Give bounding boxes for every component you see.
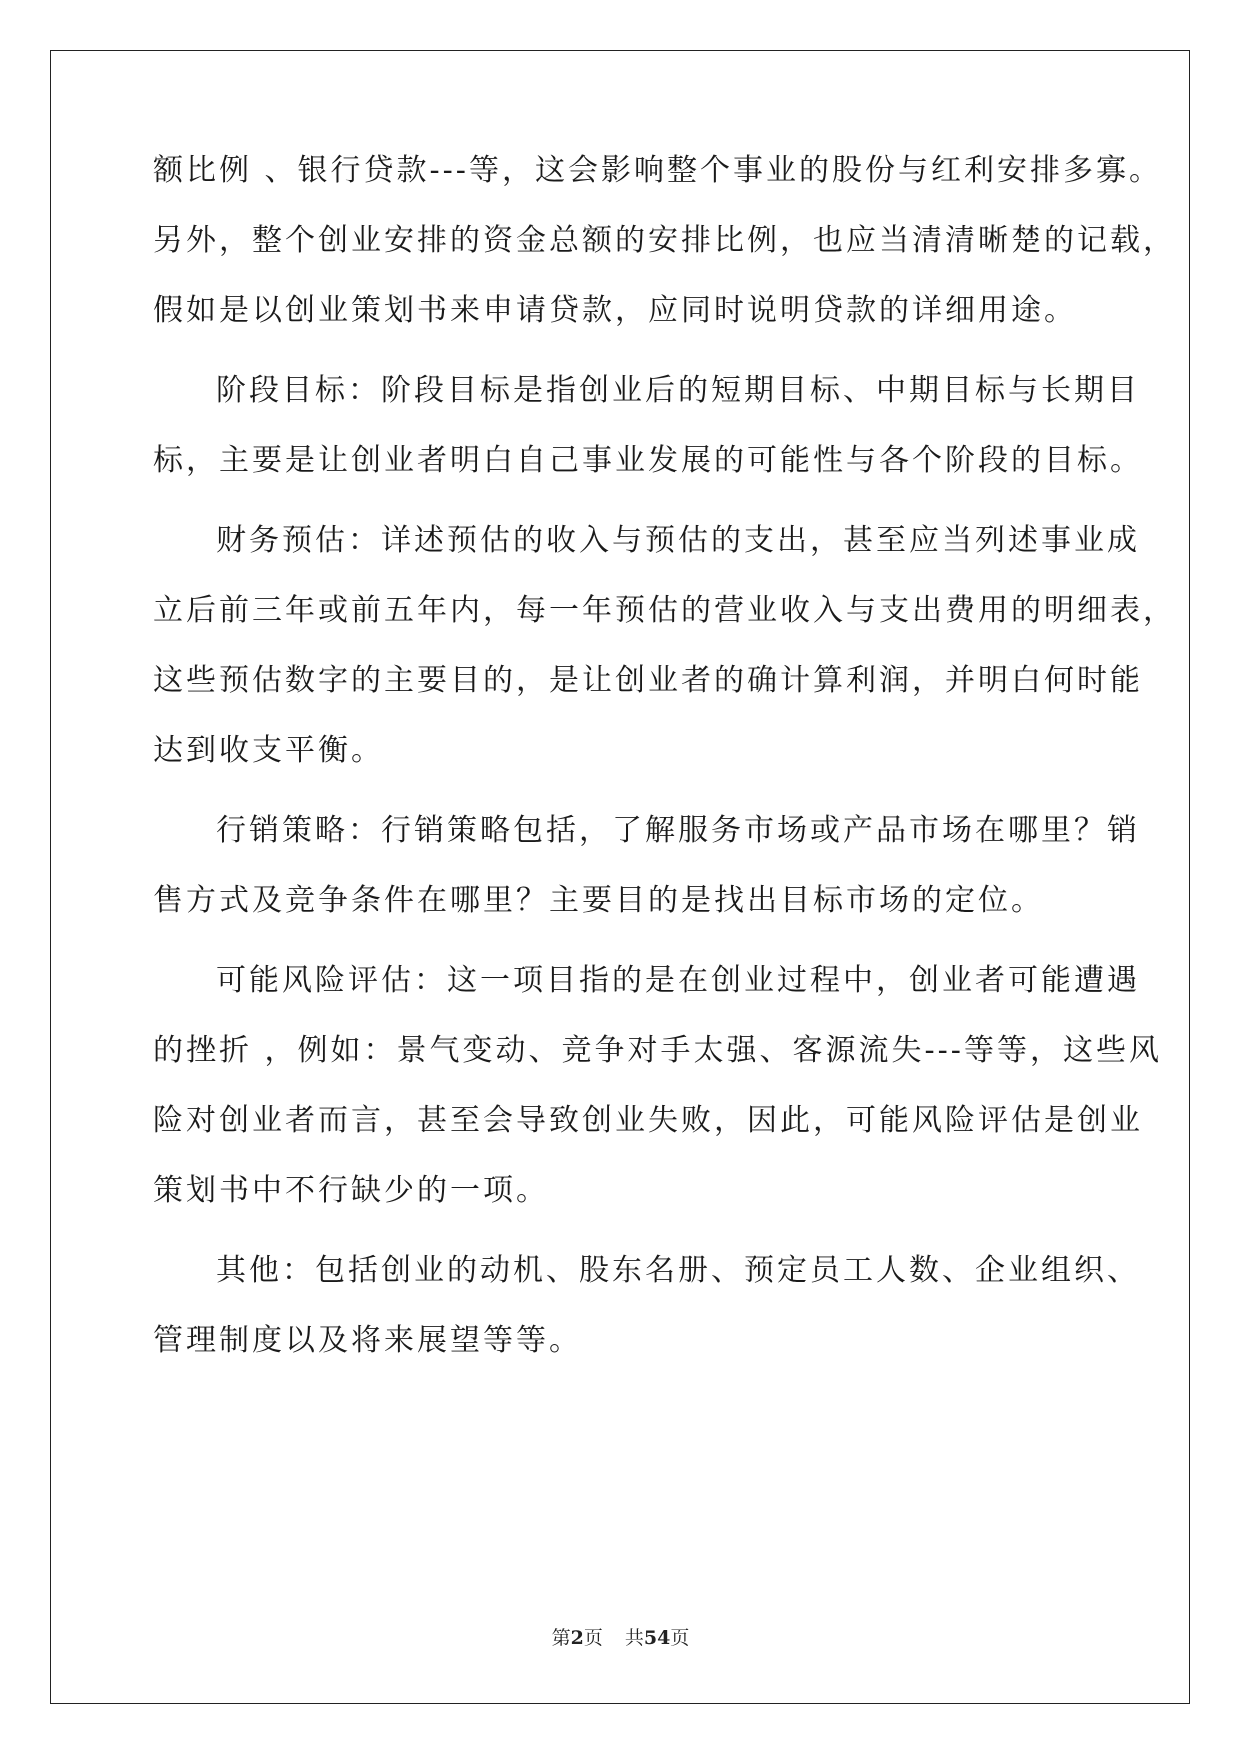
paragraph-heading-line: 可能风险评估：这一项目指的是在创业过程中，创业者可能遭遇 (216, 963, 1140, 998)
paragraph-heading-line: 行销策略：行销策略包括，了解服务市场或产品市场在哪里？销 (216, 813, 1140, 848)
paragraph-heading-line: 财务预估：详述预估的收入与预估的支出，甚至应当列述事业成 (216, 523, 1140, 558)
paragraph-heading-line: 阶段目标：阶段目标是指创业后的短期目标、中期目标与长期目 (216, 373, 1140, 408)
text-line: 假如是以创业策划书来申请贷款，应同时说明贷款的详细用途。 (153, 293, 1077, 328)
page-footer (0, 1626, 1241, 1650)
text-line: 这些预估数字的主要目的，是让创业者的确计算利润，并明白何时能 (153, 663, 1143, 698)
text-line: 额比例 、银行贷款---等，这会影响整个事业的股份与红利安排多寡。 (153, 153, 1162, 188)
text-line: 策划书中不行缺少的一项。 (153, 1173, 549, 1208)
total-unit: 页 (670, 1627, 690, 1649)
text-line: 另外，整个创业安排的资金总额的安排比例，也应当清清晰楚的记载， (153, 223, 1176, 258)
text-line: 售方式及竞争条件在哪里？主要目的是找出目标市场的定位。 (153, 883, 1044, 918)
page-number: 2 (570, 1627, 584, 1649)
text-line: 管理制度以及将来展望等等。 (153, 1323, 582, 1358)
text-line: 的挫折 ，例如：景气变动、竞争对手太强、客源流失---等等，这些风 (153, 1033, 1162, 1068)
text-line: 立后前三年或前五年内，每一年预估的营业收入与支出费用的明细表， (153, 593, 1176, 628)
page-prefix: 第 (551, 1627, 571, 1649)
page-total: 54 (643, 1627, 671, 1649)
total-prefix: 共 (624, 1627, 644, 1649)
page-unit: 页 (583, 1627, 603, 1649)
text-line: 标，主要是让创业者明白自己事业发展的可能性与各个阶段的目标。 (153, 443, 1143, 478)
text-line: 达到收支平衡。 (153, 733, 384, 768)
text-line: 险对创业者而言，甚至会导致创业失败，因此，可能风险评估是创业 (153, 1103, 1143, 1138)
paragraph-heading-line: 其他：包括创业的动机、股东名册、预定员工人数、企业组织、 (216, 1253, 1140, 1288)
